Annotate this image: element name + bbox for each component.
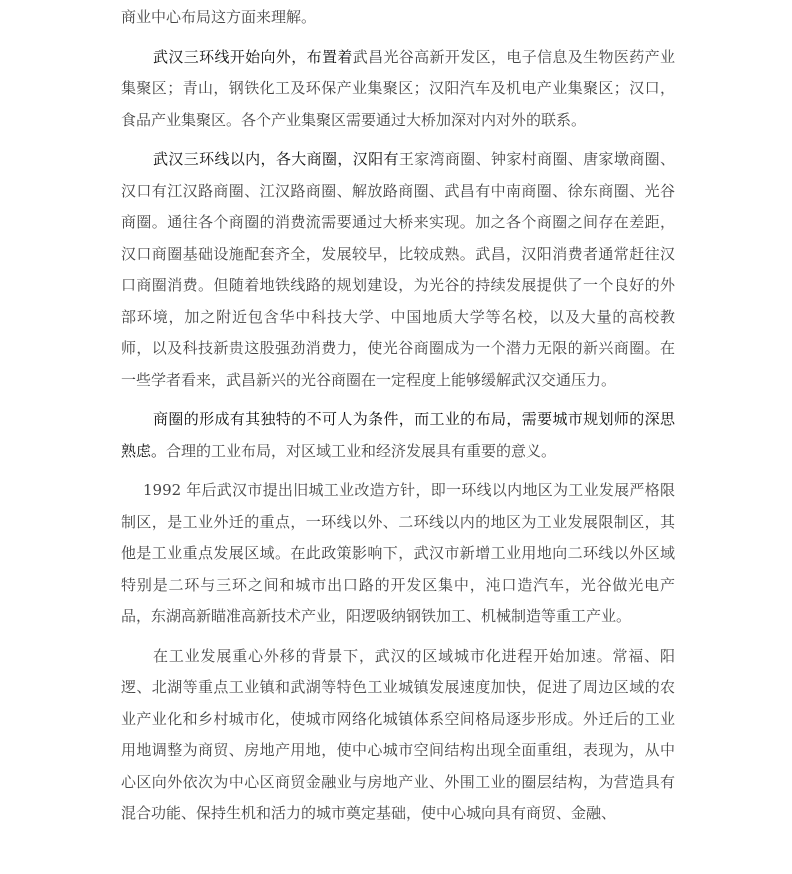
paragraph-2-lead: 武汉三环线以内，各大商圈，汉阳有 [153, 150, 399, 168]
paragraph-3-text: 合理的工业布局，对区域工业和经济发展具有重要的意义。 [166, 441, 557, 460]
paragraph-0 [121, 2, 675, 34]
paragraph-5-text: 在工业发展重心外移的背景下，武汉的区域城市化进程开始加速。常福、阳逻、北湖等重点工业镇和武湖等特色工业城镇发展速度加快，促进了周边区域的农业产业化和乡村城市化，使城市网络化城镇体系空间格局逐步形成。外迁后的工业用地调整为商贸、房地产用地，使中心城市空间结构出现全面重组，表现为，从中心区向外依次为中心区商贸金融业与房地产业、外围工业的圈层结构，为营造具有混合功能、保持生机和活力的城市奠定基础，使中心城向具有商贸、金融、 [121, 646, 675, 822]
paragraph-1 [121, 42, 675, 137]
paragraph-4 [121, 475, 675, 633]
paragraph-1-text: 武昌光谷高新开发区，电子信息及生物医药产业集聚区；青山，钢铁化工及环保产业集聚区；汉阳汽车及机电产业集聚区；汉口，食品产业集聚区。各个产业集聚区需要通过大桥加深对内对外的联系。 [121, 47, 675, 129]
paragraph-3 [121, 404, 675, 467]
paragraph-3-lead: 商圈的形成有其独特的不可人为条件，而工业的布局，需要城市规划师的深思熟虑。 [121, 410, 675, 460]
document-page [121, 2, 675, 830]
paragraph-0-text: 商业中心布局这方面来理解。 [121, 8, 317, 26]
paragraph-2-text: 王家湾商圈、钟家村商圈、唐家墩商圈、汉口有江汉路商圈、江汉路商圈、解放路商圈、武昌有中南商圈、徐东商圈、光谷商圈。通往各个商圈的消费流需要通过大桥来实现。加之各个商圈之间存在差距，汉口商圈基础设施配套齐全，发展较早，比较成熟。武昌，汉阳消费者通常赶往汉口商圈消费。但随着地铁线路的规划建设，为光谷的持续发展提供了一个良好的外部环境，加之附近包含华中科技大学、中国地质大学等名校，以及大量的高校教师，以及科技新贵这股强劲消费力，使光谷商圈成为一个潜力无限的新兴商圈。在一些学者看来，武昌新兴的光谷商圈在一定程度上能够缓解武汉交通压力。 [121, 150, 675, 389]
paragraph-2 [121, 144, 675, 396]
paragraph-1-lead: 武汉三环线开始向外，布置着 [153, 47, 353, 66]
paragraph-4-text: 1992 年后武汉市提出旧城工业改造方针，即一环线以内地区为工业发展严格限制区，是工业外迁的重点，一环线以外、二环线以内的地区为工业发展限制区，其他是工业重点发展区域。在此政策影响下，武汉市新增工业用地向二环线以外区域特别是二环与三环之间和城市出口路的开发区集中，沌口造汽车，光谷做光电产品，东湖高新瞄准高新技术产业，阳逻吸纳钢铁加工、机械制造等重工产业。 [121, 481, 675, 625]
paragraph-5 [121, 641, 675, 830]
